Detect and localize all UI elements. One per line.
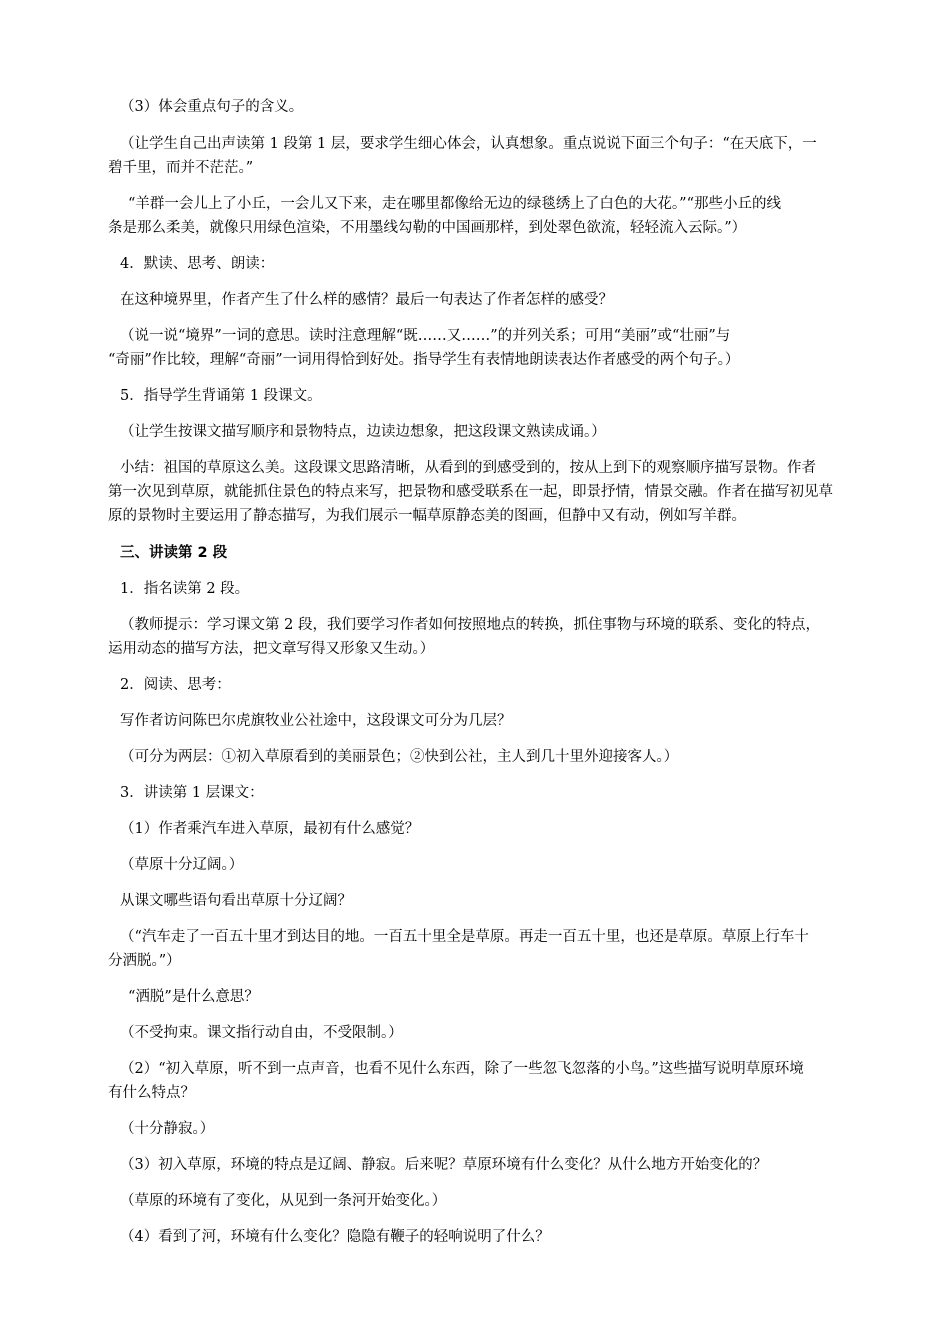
paragraph-line: （4）看到了河，环境有什么变化？隐隐有鞭子的轻响说明了什么？ [120, 1229, 550, 1245]
paragraph-line: （3）初入草原，环境的特点是辽阔、静寂。后来呢？草原环境有什么变化？从什么地方开始变化的？ [120, 1157, 768, 1173]
paragraph-line: （可分为两层：①初入草原看到的美丽景色；②快到公社，主人到几十里外迎接客人。） [120, 749, 679, 765]
step-4-heading: 4．默读、思考、朗读： [120, 256, 275, 272]
paragraph-line: （2）“初入草原，听不到一点声音，也看不见什么东西，除了一些忽飞忽落的小鸟。”这些描写说明草原环境 [120, 1061, 804, 1077]
section-3-heading: 三、讲读第 2 段 [120, 545, 228, 561]
summary-line: 原的景物时主要运用了静态描写，为我们展示一幅草原静态美的图画，但静中又有动，例如写羊群。 [108, 508, 746, 524]
paragraph-line: （“汽车走了一百五十里才到达目的地。一百五十里全是草原。再走一百五十里，也还是草原。草原上行车十 [120, 929, 809, 945]
step-1-heading: 1．指名读第 2 段。 [120, 581, 250, 597]
paragraph-line: （不受拘束。课文指行动自由，不受限制。） [120, 1025, 403, 1041]
paragraph-line: （十分静寂。） [120, 1121, 215, 1137]
paragraph-line: （草原十分辽阔。） [120, 857, 244, 873]
paragraph-line: 分洒脱。”） [108, 953, 181, 969]
summary-line: 小结：祖国的草原这么美。这段课文思路清晰，从看到的到感受到的，按从上到下的观察顺序描写景物。作者 [120, 460, 816, 476]
paragraph-line: 运用动态的描写方法，把文章写得又形象又生动。） [108, 641, 435, 657]
paragraph-line: 有什么特点？ [108, 1085, 195, 1101]
paragraph-line: 写作者访问陈巴尔虎旗牧业公社途中，这段课文可分为几层？ [120, 713, 512, 729]
paragraph-line: （草原的环境有了变化，从见到一条河开始变化。） [120, 1193, 447, 1209]
step-2-heading: 2．阅读、思考： [120, 677, 231, 693]
paragraph-line: 碧千里，而并不茫茫。” [108, 160, 254, 176]
paragraph-line: 从课文哪些语句看出草原十分辽阔？ [120, 893, 352, 909]
paragraph-line: “洒脱”是什么意思？ [128, 989, 259, 1005]
paragraph-line: “羊群一会儿上了小丘，一会儿又下来，走在哪里都像给无边的绿毯绣上了白色的大花。”“那些小丘的线 [128, 196, 781, 212]
paragraph-line: “奇丽”作比较，理解“奇丽”一词用得恰到好处。指导学生有表情地朗读表达作者感受的两个句子。） [108, 352, 740, 368]
step-5-heading: 5．指导学生背诵第 1 段课文。 [120, 388, 322, 404]
paragraph-line: 条是那么柔美，就像只用绿色渲染，不用墨线勾勒的中国画那样，到处翠色欲流，轻轻流入云际。”） [108, 220, 747, 236]
paragraph-3-heading: （3）体会重点句子的含义。 [120, 99, 304, 115]
paragraph-line: （让学生自己出声读第 1 段第 1 层，要求学生细心体会，认真想象。重点说说下面三个句子：“在天底下，一 [120, 136, 817, 152]
paragraph-line: （说一说“境界”一词的意思。读时注意理解“既……又……”的并列关系；可用“美丽”或“壮丽”与 [120, 328, 731, 344]
step-3-heading: 3．讲读第 1 层课文： [120, 785, 264, 801]
paragraph-line: （让学生按课文描写顺序和景物特点，边读边想象，把这段课文熟读成诵。） [120, 424, 606, 440]
paragraph-line: （教师提示：学习课文第 2 段，我们要学习作者如何按照地点的转换，抓住事物与环境的联系、变化的特点， [120, 617, 820, 633]
paragraph-line: 在这种境界里，作者产生了什么样的感情？最后一句表达了作者怎样的感受？ [120, 292, 613, 308]
summary-line: 第一次见到草原，就能抓住景色的特点来写，把景物和感受联系在一起，即景抒情，情景交融。作者在描写初见草 [108, 484, 833, 500]
paragraph-line: （1）作者乘汽车进入草原，最初有什么感觉？ [120, 821, 420, 837]
